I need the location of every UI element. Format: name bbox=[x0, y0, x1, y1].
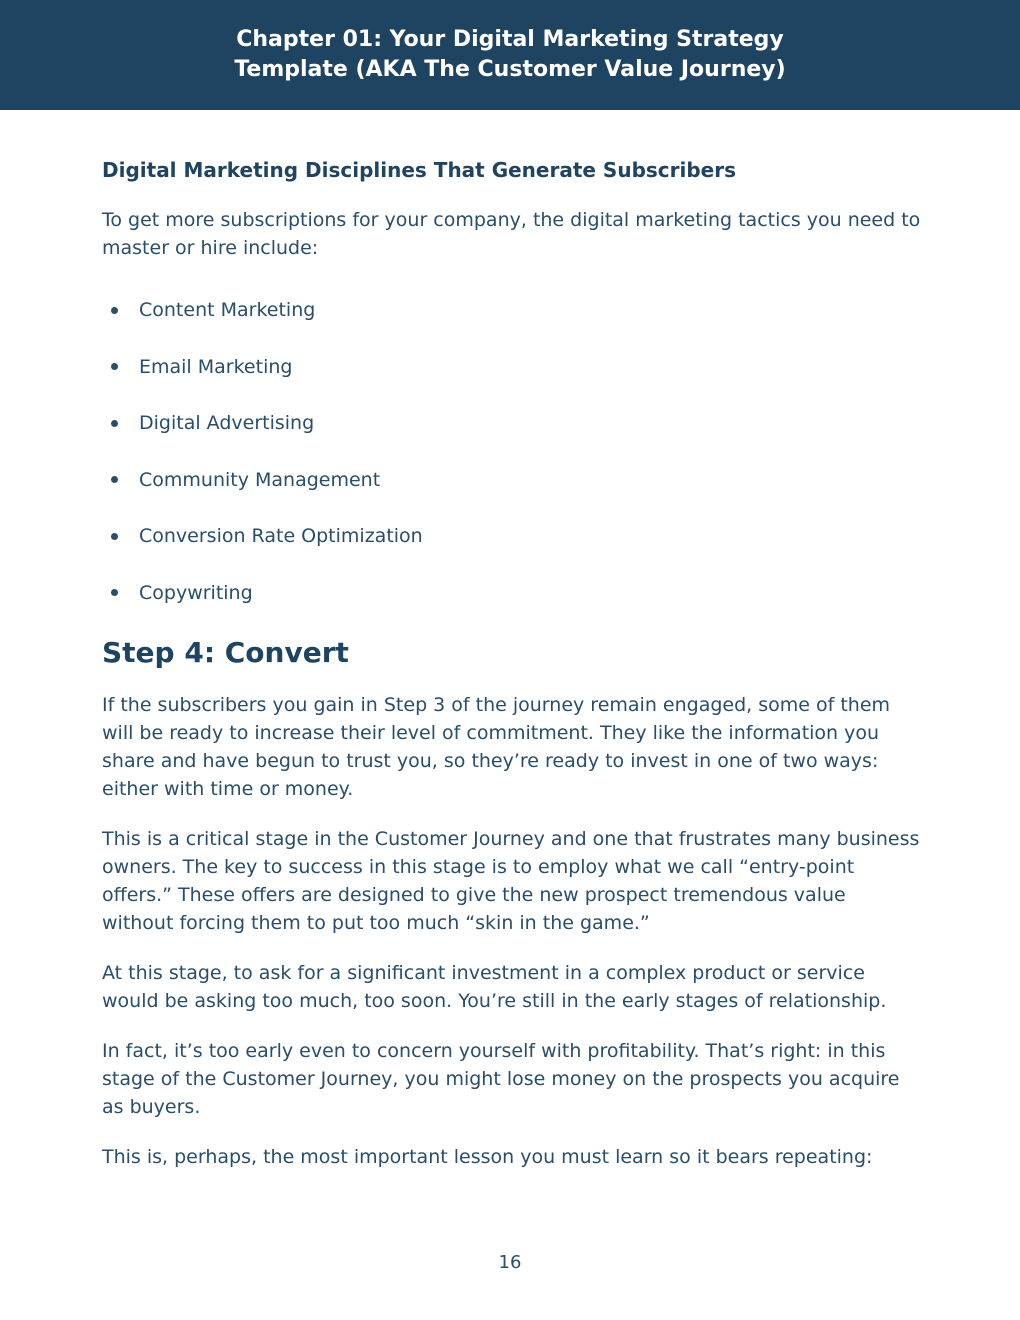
bullet-dot-icon bbox=[111, 533, 118, 540]
bullet-item bbox=[102, 282, 922, 339]
bullet-item-label: Community Management bbox=[139, 468, 381, 491]
bullet-item bbox=[102, 565, 922, 622]
bullet-dot-icon bbox=[111, 476, 118, 483]
bullet-item-label: Digital Advertising bbox=[139, 412, 315, 435]
bullet-dot-icon bbox=[111, 420, 118, 427]
bullet-dot-icon bbox=[111, 363, 118, 370]
page-number: 16 bbox=[498, 1252, 522, 1273]
bullet-item-label: Email Marketing bbox=[139, 355, 293, 378]
chapter-header-band bbox=[0, 0, 1020, 110]
tactics-bullet-list bbox=[102, 282, 922, 621]
section-heading: Digital Marketing Disciplines That Generate Subscribers bbox=[102, 158, 737, 182]
body-paragraph-3: At this stage, to ask for a significant investment in a complex product or service would be asking too much, too soon. You’re still in the early stages of relationship. bbox=[102, 962, 887, 1012]
bullet-item-label: Conversion Rate Optimization bbox=[139, 525, 423, 548]
body-paragraph-1: If the subscribers you gain in Step 3 of the journey remain engaged, some of them will be ready to increase their level of commitment. They like the information you share and have begun to trust you, so they’re ready to invest in one of two ways: either with time or money. bbox=[102, 694, 891, 800]
step-heading: Step 4: Convert bbox=[102, 636, 349, 669]
bullet-item-label: Copywriting bbox=[139, 581, 253, 604]
bullet-item-label: Content Marketing bbox=[139, 299, 316, 322]
bullet-item bbox=[102, 339, 922, 396]
chapter-title-line-2: Template (AKA The Customer Value Journey) bbox=[234, 57, 786, 82]
page-content bbox=[102, 154, 922, 1193]
body-paragraph-5: This is, perhaps, the most important lesson you must learn so it bears repeating: bbox=[102, 1146, 873, 1168]
bullet-item bbox=[102, 395, 922, 452]
bullet-dot-icon bbox=[111, 589, 118, 596]
body-paragraph-2: This is a critical stage in the Customer Journey and one that frustrates many business owners. The key to success in this stage is to employ what we call “entry-point offers.” These offers are designed to give the new prospect tremendous value without forcing them to put too much “skin in the game.” bbox=[102, 828, 920, 934]
chapter-title-line-1: Chapter 01: Your Digital Marketing Strategy bbox=[236, 27, 784, 52]
section-intro-paragraph: To get more subscriptions for your company, the digital marketing tactics you need to master or hire include: bbox=[102, 209, 921, 259]
body-paragraph-4: In fact, it’s too early even to concern yourself with profitability. That’s right: in this stage of the Customer Journey, you might lose money on the prospects you acquire as buyers. bbox=[102, 1040, 900, 1118]
bullet-item bbox=[102, 508, 922, 565]
bullet-dot-icon bbox=[111, 307, 118, 314]
bullet-item bbox=[102, 452, 922, 509]
